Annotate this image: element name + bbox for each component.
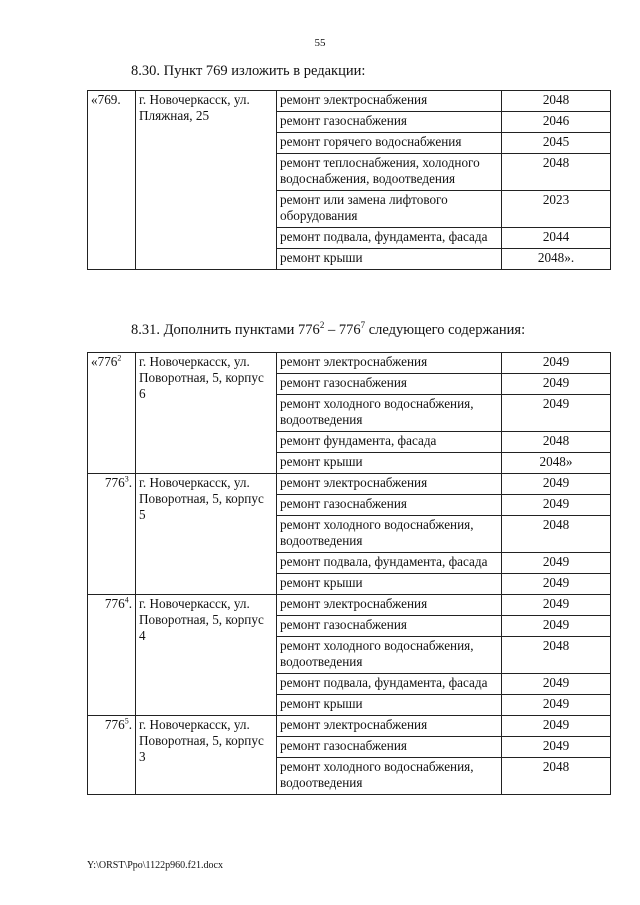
year-cell: 2048 [502,637,611,674]
year-cell: 2049 [502,495,611,516]
work-type-cell: ремонт крыши [277,453,502,474]
item-number-sup: 3 [124,474,129,484]
table-item-769 [87,90,611,270]
work-type-cell: ремонт крыши [277,695,502,716]
paragraph-8-31-middle: – 776 [324,322,361,338]
address-cell: г. Новочеркасск, ул. Поворотная, 5, корпус 6 [136,353,277,474]
year-cell: 2049 [502,595,611,616]
work-type-cell: ремонт холодного водоснабжения, водоотведения [277,516,502,553]
year-cell: 2044 [502,228,611,249]
year-cell: 2049 [502,716,611,737]
address-cell: г. Новочеркасск, ул. Поворотная, 5, корпус 4 [136,595,277,716]
work-type-cell: ремонт подвала, фундамента, фасада [277,228,502,249]
item-number-sup: 5 [124,716,129,726]
work-type-cell: ремонт горячего водоснабжения [277,133,502,154]
item-number-suffix: . [128,717,132,732]
work-type-cell: ремонт подвала, фундамента, фасада [277,674,502,695]
item-number-main: 776 [104,596,125,611]
item-number [88,595,136,716]
work-type-cell: ремонт холодного водоснабжения, водоотведения [277,758,502,795]
paragraph-8-31-prefix: 8.31. Дополнить пунктами 776 [131,322,320,338]
work-type-cell: ремонт электроснабжения [277,353,502,374]
year-cell: 2049 [502,374,611,395]
work-type-cell: ремонт электроснабжения [277,595,502,616]
year-cell: 2048» [502,453,611,474]
work-type-cell: ремонт газоснабжения [277,112,502,133]
table-row [88,91,611,112]
item-number-suffix: . [128,475,132,490]
paragraph-8-30: 8.30. Пункт 769 изложить в редакции: [131,63,366,79]
year-cell: 2048». [502,249,611,270]
paragraph-8-31 [131,322,525,339]
year-cell: 2046 [502,112,611,133]
work-type-cell: ремонт газоснабжения [277,616,502,637]
work-type-cell: ремонт электроснабжения [277,716,502,737]
work-type-cell: ремонт фундамента, фасада [277,432,502,453]
item-number [88,474,136,595]
year-cell: 2045 [502,133,611,154]
work-type-cell: ремонт газоснабжения [277,495,502,516]
work-type-cell: ремонт или замена лифтового оборудования [277,191,502,228]
item-number-suffix: . [128,596,132,611]
table-row [88,474,611,495]
work-type-cell: ремонт крыши [277,574,502,595]
year-cell: 2049 [502,616,611,637]
year-cell: 2049 [502,574,611,595]
work-type-cell: ремонт газоснабжения [277,737,502,758]
year-cell: 2048 [502,432,611,453]
item-number [88,716,136,795]
year-cell: 2049 [502,353,611,374]
year-cell: 2049 [502,553,611,574]
item-number-main: 776 [104,717,125,732]
item-number-main: 776 [104,475,125,490]
year-cell: 2049 [502,395,611,432]
paragraph-8-31-sup-from: 2 [319,320,325,331]
item-number [88,353,136,474]
page-number: 55 [314,37,326,49]
work-type-cell: ремонт газоснабжения [277,374,502,395]
item-number-sup: 4 [124,595,129,605]
table-row [88,716,611,737]
work-type-cell: ремонт подвала, фундамента, фасада [277,553,502,574]
address-cell: г. Новочеркасск, ул. Поворотная, 5, корпус 3 [136,716,277,795]
work-type-cell: ремонт электроснабжения [277,474,502,495]
work-type-cell: ремонт теплоснабжения, холодного водоснабжения, водоотведения [277,154,502,191]
work-type-cell: ремонт холодного водоснабжения, водоотведения [277,395,502,432]
year-cell: 2048 [502,758,611,795]
year-cell: 2049 [502,695,611,716]
year-cell: 2049 [502,474,611,495]
work-type-cell: ремонт крыши [277,249,502,270]
table-row [88,595,611,616]
item-number-sup: 2 [117,353,122,363]
work-type-cell: ремонт электроснабжения [277,91,502,112]
table-items-776 [87,352,611,795]
year-cell: 2049 [502,674,611,695]
table-row [88,353,611,374]
year-cell: 2048 [502,91,611,112]
address-cell: г. Новочеркасск, ул. Пляжная, 25 [136,91,277,270]
year-cell: 2048 [502,154,611,191]
item-number-main: «776 [91,354,118,369]
year-cell: 2048 [502,516,611,553]
address-cell: г. Новочеркасск, ул. Поворотная, 5, корпус 5 [136,474,277,595]
year-cell: 2023 [502,191,611,228]
work-type-cell: ремонт холодного водоснабжения, водоотведения [277,637,502,674]
paragraph-8-31-suffix: следующего содержания: [365,322,526,338]
paragraph-8-31-sup-to: 7 [360,320,366,331]
year-cell: 2049 [502,737,611,758]
file-path-footer: Y:\ORST\Ppo\1122p960.f21.docx [87,860,223,871]
item-number: «769. [88,91,136,270]
